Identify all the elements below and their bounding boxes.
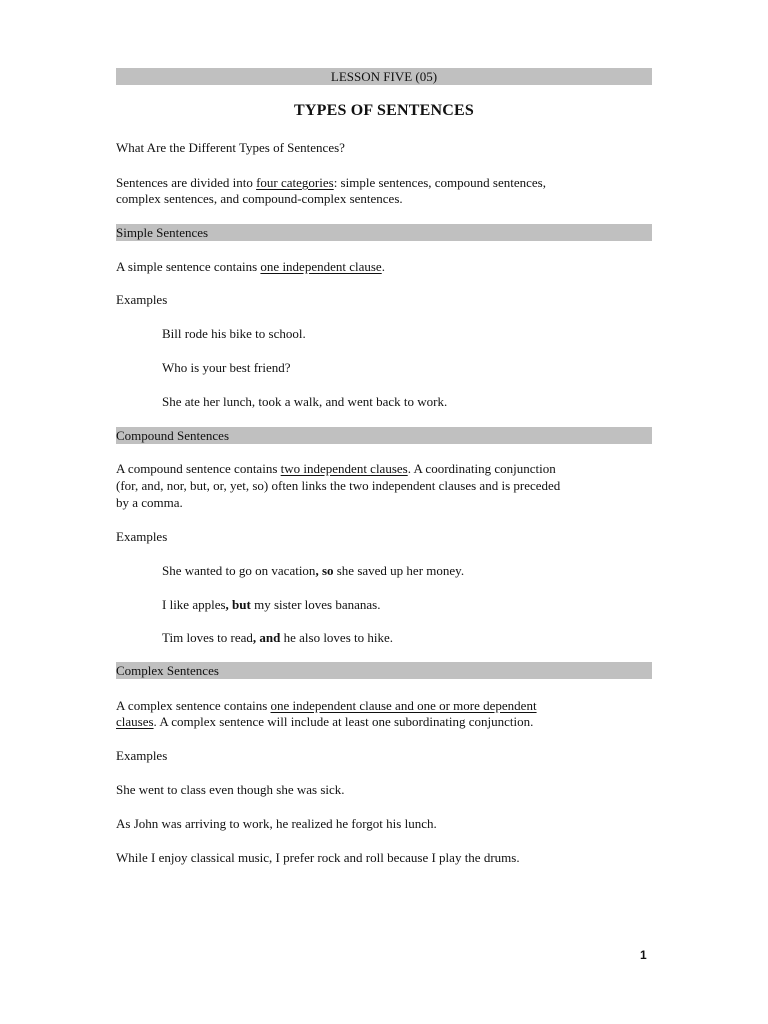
complex-example-1: She went to class even though she was sick. [116,782,345,797]
complex-underline-2: clauses [116,714,154,729]
compound-heading: Compound Sentences [116,428,230,443]
four-categories-underline: four categories [256,175,334,190]
compound-definition-line-3: by a comma. [116,495,183,510]
complex-definition-line-2: clauses. A complex sentence will include at least one subordinating conjunction. [116,714,534,729]
complex-heading-bar [116,662,652,679]
simple-definition: A simple sentence contains one independent clause. [116,259,385,274]
simple-heading-bar [116,224,652,241]
intro-line-2: complex sentences, and compound-complex sentences. [116,191,403,206]
intro-line-1: Sentences are divided into four categories: simple sentences, compound sentences, [116,175,546,190]
page-number: 1 [640,948,647,962]
compound-example-1: She wanted to go on vacation, so she saved up her money. [162,563,465,578]
lesson-label: LESSON FIVE (05) [330,69,438,84]
compound-definition-line-2: (for, and, nor, but, or, yet, so) often links the two independent clauses and is preceded [116,478,561,493]
simple-underline: one independent clause [260,259,382,274]
compound-examples-label: Examples [116,529,168,544]
compound-example-2: I like apples, but my sister loves bananas. [162,597,381,612]
complex-example-2: As John was arriving to work, he realized he forgot his lunch. [116,816,437,831]
simple-examples-label: Examples [116,292,168,307]
compound-underline: two independent clauses [280,461,408,476]
simple-example-3: She ate her lunch, took a walk, and went back to work. [162,394,448,409]
complex-underline-1: one independent clause and one or more dependent [270,698,537,713]
lesson-header-bar [116,68,652,85]
complex-example-3: While I enjoy classical music, I prefer rock and roll because I play the drums. [116,850,520,865]
simple-example-2: Who is your best friend? [162,360,291,375]
intro-question: What Are the Different Types of Sentences? [116,140,345,155]
complex-definition-line-1: A complex sentence contains one independent clause and one or more dependent [116,698,537,713]
compound-heading-bar [116,427,652,444]
simple-heading: Simple Sentences [116,225,209,240]
page-title: TYPES OF SENTENCES [294,102,474,119]
compound-definition-line-1: A compound sentence contains two independent clauses. A coordinating conjunction [116,461,556,476]
compound-example-3: Tim loves to read, and he also loves to hike. [162,630,394,645]
simple-example-1: Bill rode his bike to school. [162,326,306,341]
complex-heading: Complex Sentences [116,663,219,678]
complex-examples-label: Examples [116,748,168,763]
